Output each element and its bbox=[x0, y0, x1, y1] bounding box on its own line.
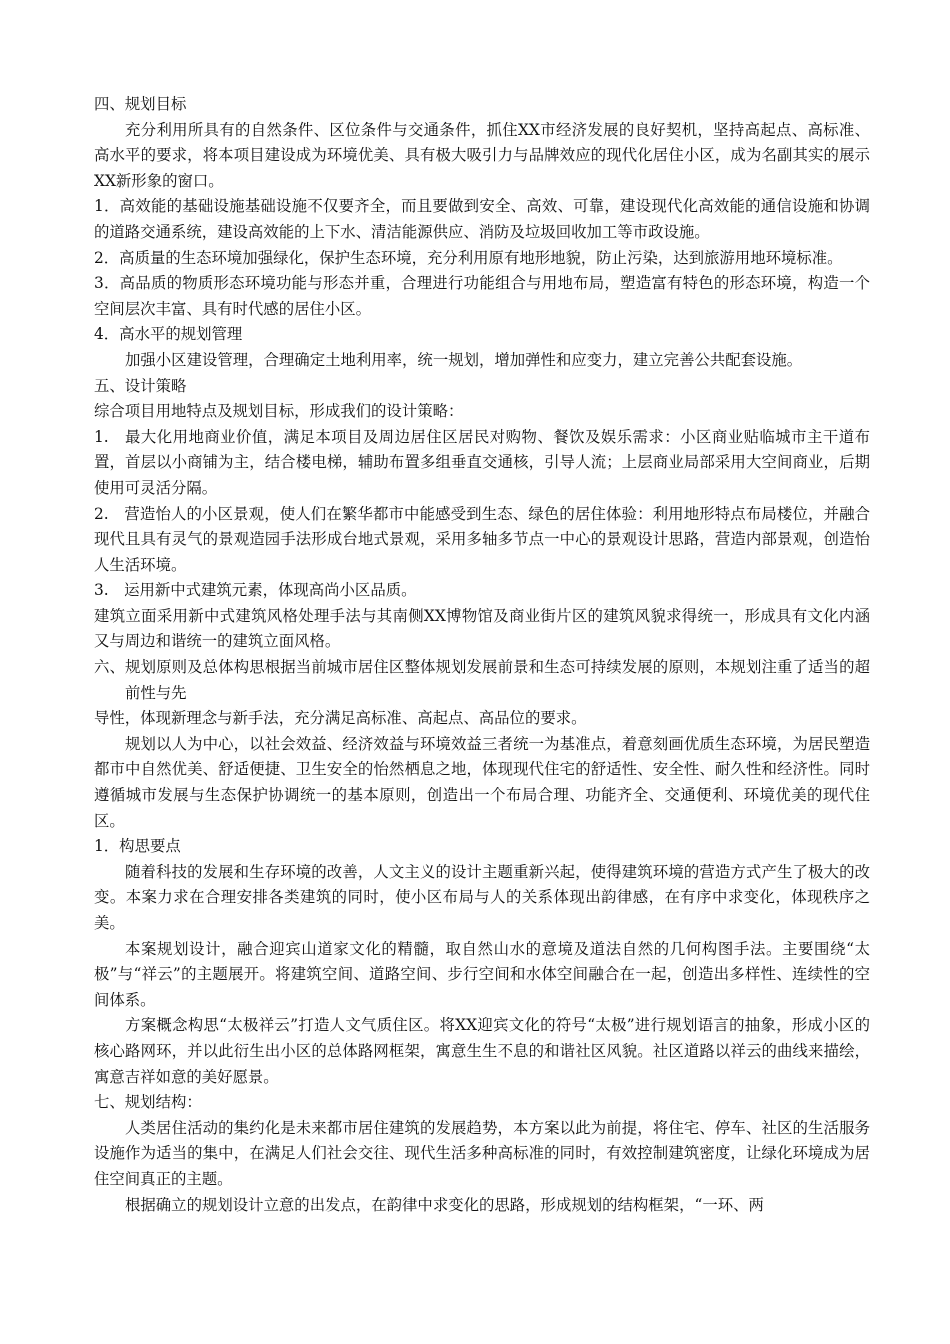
paragraph-management: 加强小区建设管理，合理确定土地利用率，统一规划，增加弹性和应变力，建立完善公共配套设施。 bbox=[125, 350, 803, 369]
paragraph-taiji-xiangyun: 方案概念构思“太极祥云”打造人文气质住区。将XX迎宾文化的符号“太极”进行规划语言的抽象，形成小区的核心路网环，并以此衍生出小区的总体路网框架，寓意生生不息的和谐社区风貌。社区道路以祥云的曲线来描绘，寓意吉祥如意的美好愿景。 bbox=[94, 1016, 870, 1086]
heading-planning-principles: 六、规划原则及总体构思根据当前城市居住区整体规划发展前景和生态可持续发展的原则，本规划注重了适当的超前性与先 bbox=[94, 658, 870, 702]
heading-planning-structure: 七、规划结构： bbox=[94, 1093, 202, 1112]
paragraph-structure-framework: 根据确立的规划设计立意的出发点，在韵律中求变化的思路，形成规划的结构框架，“一环、两 bbox=[125, 1195, 764, 1214]
paragraph-principles-cont: 导性，体现新理念与新手法，充分满足高标准、高起点、高品位的要求。 bbox=[94, 709, 587, 728]
paragraph-humanism: 随着科技的发展和生存环境的改善，人文主义的设计主题重新兴起，使得建筑环境的营造方式产生了极大的改变。本案力求在合理安排各类建筑的同时，使小区布局与人的关系体现出韵律感，在有序中求变化，体现秩序之美。 bbox=[94, 862, 870, 932]
list-item-strategy-3: 3. 运用新中式建筑元素，体现高尚小区品质。 bbox=[94, 581, 417, 600]
paragraph-goals-intro: 充分利用所具有的自然条件、区位条件与交通条件，抓住XX市经济发展的良好契机，坚持高起点、高标准、高水平的要求，将本项目建设成为环境优美、具有极大吸引力与品牌效应的现代化居住小区，成为名副其实的展示XX新形象的窗口。 bbox=[94, 120, 870, 190]
paragraph-intensive-living: 人类居住活动的集约化是未来都市居住建筑的发展趋势，本方案以此为前提，将住宅、停车、社区的生活服务设施作为适当的集中，在满足人们社会交往、现代生活多种高标准的同时，有效控制建筑密度，让绿化环境成为居住空间真正的主题。 bbox=[94, 1118, 870, 1188]
list-item-goal-3: 3．高品质的物质形态环境功能与形态并重，合理进行功能组合与用地布局，塑造富有特色的形态环境，构造一个空间层次丰富、具有时代感的居住小区。 bbox=[94, 274, 870, 318]
subheading-concept-points: 1．构思要点 bbox=[94, 837, 181, 856]
paragraph-taoist-culture: 本案规划设计，融合迎宾山道家文化的精髓，取自然山水的意境及道法自然的几何构图手法。主要围绕“太极”与“祥云”的主题展开。将建筑空间、道路空间、步行空间和水体空间融合在一起，创造出多样性、连续性的空间体系。 bbox=[94, 939, 870, 1009]
list-item-strategy-2: 2. 营造怡人的小区景观，使人们在繁华都市中能感受到生态、绿色的居住体验：利用地形特点布局楼位，并融合现代且具有灵气的景观造园手法形成台地式景观，采用多轴多节点一中心的景观设计思路，营造内部景观，创造怡人生活环境。 bbox=[94, 504, 870, 574]
heading-planning-goals: 四、规划目标 bbox=[94, 95, 187, 113]
paragraph-facade-style: 建筑立面采用新中式建筑风格处理手法与其南侧XX博物馆及商业街片区的建筑风貌求得统一，形成具有文化内涵又与周边和谐统一的建筑立面风格。 bbox=[94, 606, 870, 651]
list-item-goal-1: 1．高效能的基础设施基础设施不仅要齐全，而且要做到安全、高效、可靠，建设现代化高效能的通信设施和协调的道路交通系统，建设高效能的上下水、清洁能源供应、消防及垃圾回收加工等市政设施。 bbox=[94, 197, 870, 241]
paragraph-strategy-intro: 综合项目用地特点及规划目标，形成我们的设计策略： bbox=[94, 402, 464, 421]
list-item-goal-2: 2．高质量的生态环境加强绿化，保护生态环境，充分利用原有地形地貌，防止污染，达到旅游用地环境标准。 bbox=[94, 248, 843, 267]
list-item-goal-4: 4．高水平的规划管理 bbox=[94, 325, 243, 344]
list-item-strategy-1: 1. 最大化用地商业价值，满足本项目及周边居住区居民对购物、餐饮及娱乐需求：小区商业贴临城市主干道布置，首层以小商铺为主，结合楼电梯，辅助布置多组垂直交通核，引导人流；上层商业局部采用大空间商业，后期使用可灵活分隔。 bbox=[94, 427, 870, 497]
paragraph-people-centered: 规划以人为中心，以社会效益、经济效益与环境效益三者统一为基准点，着意刻画优质生态环境，为居民塑造都市中自然优美、舒适便捷、卫生安全的怡然栖息之地，体现现代住宅的舒适性、安全性、耐久性和经济性。同时遵循城市发展与生态保护协调统一的基本原则，创造出一个布局合理、功能齐全、交通便利、环境优美的现代住区。 bbox=[94, 734, 870, 830]
document-page bbox=[94, 92, 870, 1218]
heading-design-strategy: 五、设计策略 bbox=[94, 376, 187, 395]
